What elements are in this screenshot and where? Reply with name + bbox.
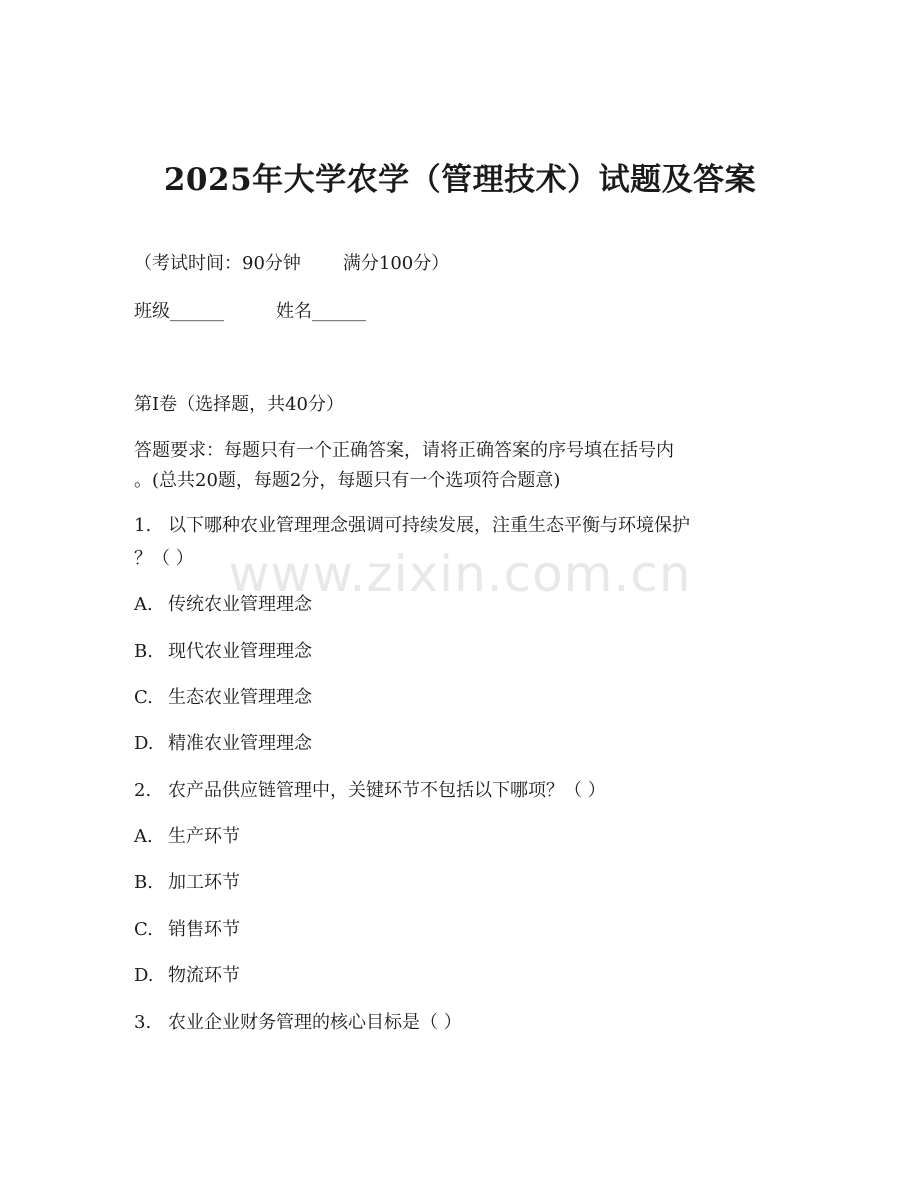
- question-1-option-b: [134, 640, 312, 664]
- question-1-stem-cont: ？（ ）: [134, 548, 194, 569]
- name-field: 姓名______: [276, 301, 366, 322]
- question-1-stem: [134, 514, 690, 538]
- option-text: 传统农业管理理念: [168, 594, 312, 615]
- option-text: 生产环节: [168, 826, 240, 847]
- question-1-option-a: [134, 593, 312, 617]
- option-text: 销售环节: [168, 919, 240, 940]
- option-letter: D.: [134, 733, 154, 754]
- requirement-line-1: 答题要求：每题只有一个正确答案，请将正确答案的序号填在括号内: [134, 440, 674, 461]
- option-letter: D.: [134, 965, 154, 986]
- question-2-stem: [134, 779, 606, 803]
- question-2-option-d: [134, 964, 240, 988]
- watermark: www.zixin.com.cn: [228, 545, 692, 603]
- question-text: 以下哪种农业管理理念强调可持续发展，注重生态平衡与环境保护: [168, 515, 690, 536]
- question-1-option-d: [134, 732, 312, 756]
- class-field: 班级______: [134, 301, 224, 322]
- question-text: 农产品供应链管理中，关键环节不包括以下哪项？（ ）: [168, 780, 606, 801]
- option-letter: C.: [134, 687, 153, 708]
- option-text: 加工环节: [168, 872, 240, 893]
- question-number: 2.: [134, 780, 152, 801]
- exam-time: （考试时间：90分钟: [134, 253, 301, 274]
- question-3-stem: [134, 1011, 462, 1035]
- question-number: 3.: [134, 1012, 152, 1033]
- full-score: 满分100分）: [342, 253, 450, 274]
- option-text: 现代农业管理理念: [168, 641, 312, 662]
- question-2-option-c: [134, 918, 240, 942]
- question-2-option-b: [134, 871, 240, 895]
- section-title: 第I卷（选择题，共40分）: [134, 394, 345, 415]
- option-letter: B.: [134, 872, 153, 893]
- document-title: 2025年大学农学（管理技术）试题及答案: [163, 162, 757, 198]
- requirement-line-2: 。(总共20题，每题2分，每题只有一个选项符合题意): [134, 470, 561, 491]
- question-2-option-a: [134, 825, 240, 849]
- option-text: 精准农业管理理念: [168, 733, 312, 754]
- exam-info: [134, 252, 449, 276]
- option-letter: C.: [134, 919, 153, 940]
- option-text: 生态农业管理理念: [168, 687, 312, 708]
- question-1-option-c: [134, 686, 312, 710]
- question-number: 1.: [134, 515, 152, 536]
- question-text: 农业企业财务管理的核心目标是（ ）: [168, 1012, 462, 1033]
- option-letter: A.: [134, 594, 153, 615]
- option-text: 物流环节: [168, 965, 240, 986]
- option-letter: B.: [134, 641, 153, 662]
- option-letter: A.: [134, 826, 153, 847]
- student-info: [134, 300, 366, 324]
